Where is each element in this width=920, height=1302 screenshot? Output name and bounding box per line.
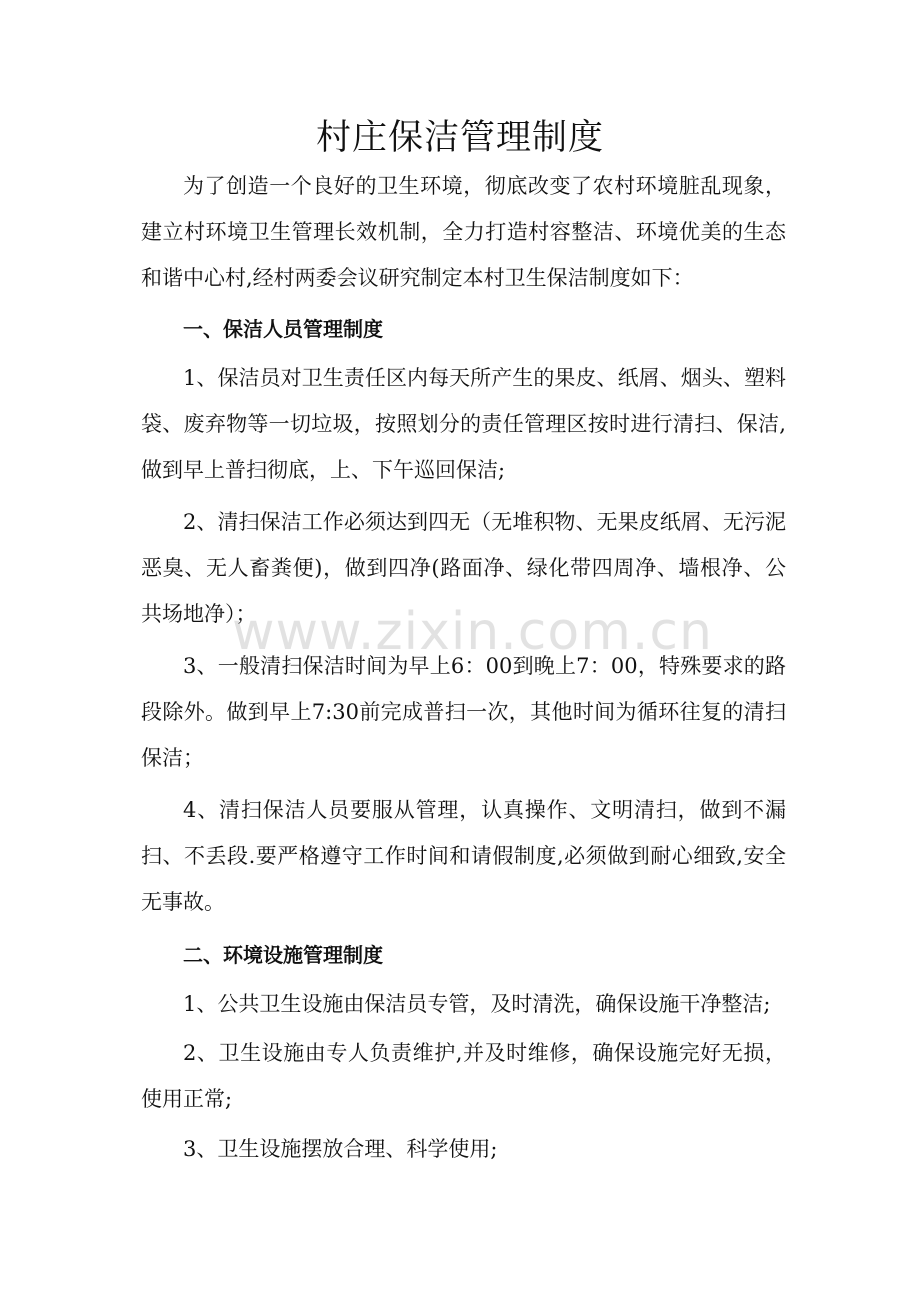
section-2-item-3: 3、卫生设施摆放合理、科学使用; [183,1137,498,1161]
section-heading-1: 一、保洁人员管理制度 [183,317,383,341]
section-1-item-4: 4、清扫保洁人员要服从管理，认真操作、文明清扫，做到不漏扫、不丢段.要严格遵守工作时间和请假制度,必须做到耐心细致,安全无事故。 [141,798,786,914]
section-2-item-1: 1、公共卫生设施由保洁员专管，及时清洗，确保设施干净整洁; [183,992,771,1016]
section-heading-2: 二、环境设施管理制度 [183,943,383,967]
section-2-item-2: 2、卫生设施由专人负责维护,并及时维修，确保设施完好无损，使用正常; [141,1041,786,1111]
section-1-item-2: 2、清扫保洁工作必须达到四无（无堆积物、无果皮纸屑、无污泥恶臭、无人畜粪便)，做到四净(路面净、绿化带四周净、墙根净、公共场地净）； [141,510,786,626]
watermark: www.zixin.com.cn [232,602,713,662]
intro-paragraph: 为了创造一个良好的卫生环境，彻底改变了农村环境脏乱现象，建立村环境卫生管理长效机制，全力打造村容整洁、环境优美的生态和谐中心村,经村两委会议研究制定本村卫生保洁制度如下： [141,174,786,290]
document-title: 村庄保洁管理制度 [315,118,604,158]
section-1-item-1: 1、保洁员对卫生责任区内每天所产生的果皮、纸屑、烟头、塑料袋、废弃物等一切垃圾，按照划分的责任管理区按时进行清扫、保洁,做到早上普扫彻底，上、下午巡回保洁; [141,366,786,482]
section-1-item-3: 3、一般清扫保洁时间为早上6：00到晚上7：00，特殊要求的路段除外。做到早上7:30前完成普扫一次，其他时间为循环往复的清扫保洁； [141,654,786,770]
